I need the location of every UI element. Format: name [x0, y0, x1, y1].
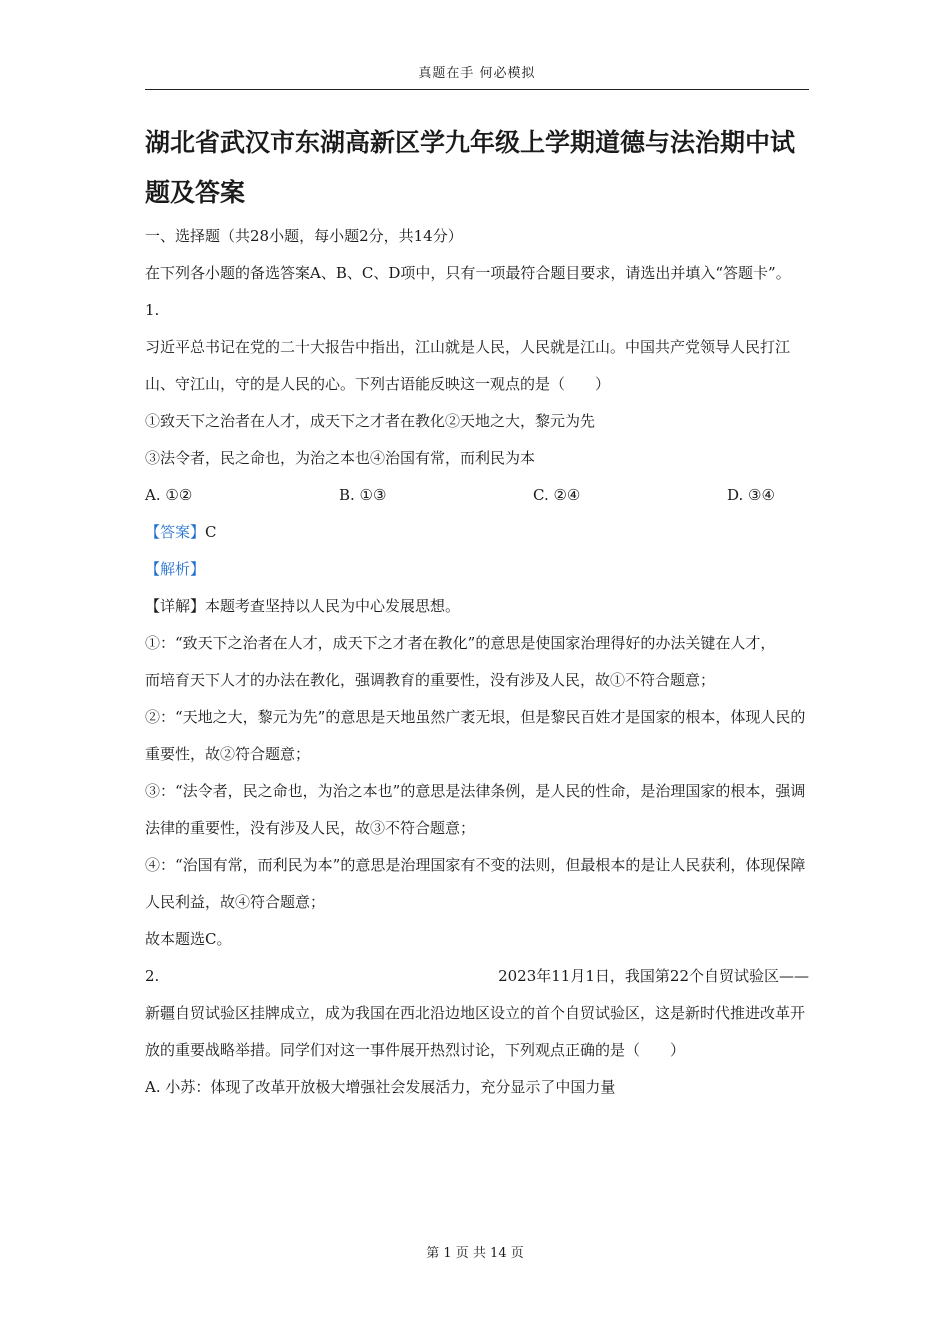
- option-d: D. ③④: [727, 486, 775, 504]
- question-2-option-a: A. 小苏：体现了改革开放极大增强社会发展活力，充分显示了中国力量: [145, 1078, 616, 1096]
- question-1-stem: 习近平总书记在党的二十大报告中指出，江山就是人民，人民就是江山。中国共产党领导人民打江山、守江山，守的是人民的心。下列古语能反映这一观点的是（ ）: [145, 338, 791, 393]
- analysis-point-4: ④：“治国有常，而利民为本”的意思是治理国家有不变的法则，但最根本的是让人民获利，体现保障人民利益，故④符合题意；: [145, 856, 806, 911]
- question-2-number: 2.: [145, 967, 160, 985]
- question-1-number: 1.: [145, 301, 160, 319]
- section-heading: 一、选择题（共28小题，每小题2分，共14分）: [145, 227, 463, 245]
- question-2-stem: 新疆自贸试验区挂牌成立，成为我国在西北沿边地区设立的首个自贸试验区，这是新时代推进改革开放的重要战略举措。同学们对这一事件展开热烈讨论，下列观点正确的是（ ）: [145, 1004, 806, 1059]
- page-footer: 第 1 页 共 14 页: [426, 1246, 524, 1261]
- analysis-tag: 【解析】: [145, 560, 206, 578]
- section-instruction: 在下列各小题的备选答案A、B、C、D项中，只有一项最符合题目要求，请选出并填入“答题卡”。: [145, 264, 791, 282]
- document-title: 湖北省武汉市东湖高新区学九年级上学期道德与法治期中试题及答案: [145, 128, 796, 207]
- analysis-point-1b: 而培育天下人才的办法在教化，强调教育的重要性，没有涉及人民，故①不符合题意；: [145, 671, 716, 689]
- question-1-statements-1: ①致天下之治者在人才，成天下之才者在教化②天地之大，黎元为先: [145, 412, 596, 430]
- detail-line: 【详解】本题考查坚持以人民为中心发展思想。: [145, 597, 461, 615]
- question-2-first-line: [145, 958, 809, 995]
- question-1-options: [145, 477, 809, 514]
- question-2-stem-lead: 2023年11月1日，我国第22个自贸试验区——: [498, 967, 809, 985]
- answer-tag: 【答案】: [145, 523, 206, 541]
- conclusion: 故本题选C。: [145, 930, 232, 948]
- question-1-statements-2: ③法令者，民之命也，为治之本也④治国有常，而利民为本: [145, 449, 536, 467]
- header-rule: [145, 89, 809, 90]
- page-header: 真题在手 何必模拟: [418, 66, 536, 81]
- analysis-point-1a: ①：“致天下之治者在人才，成天下之才者在教化”的意思是使国家治理得好的办法关键在人才，: [145, 634, 776, 652]
- answer-value: C: [205, 523, 217, 541]
- option-a: A. ①②: [145, 486, 193, 504]
- option-b: B. ①③: [339, 486, 387, 504]
- document-body: [145, 218, 809, 1106]
- answer-line: [145, 514, 809, 551]
- analysis-point-3: ③：“法令者，民之命也，为治之本也”的意思是法律条例，是人民的性命，是治理国家的根本，强调法律的重要性，没有涉及人民，故③不符合题意；: [145, 782, 806, 837]
- option-c: C. ②④: [533, 486, 581, 504]
- analysis-point-2: ②：“天地之大，黎元为先”的意思是天地虽然广袤无垠，但是黎民百姓才是国家的根本，体现人民的重要性，故②符合题意；: [145, 708, 806, 763]
